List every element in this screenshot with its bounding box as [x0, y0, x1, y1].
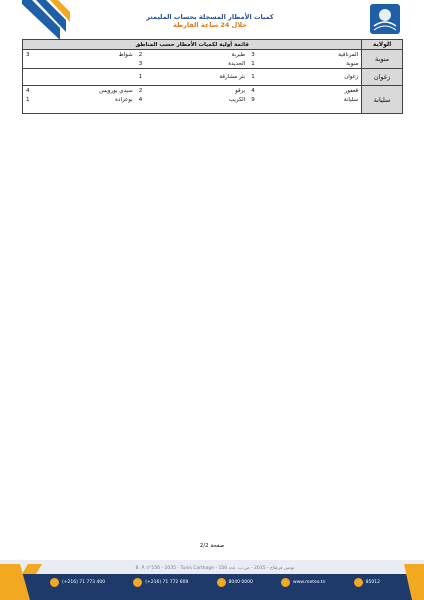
contact-fax — [133, 578, 188, 587]
table-row — [23, 95, 403, 104]
contact-sms — [354, 578, 380, 587]
value-cell: 4 — [248, 86, 296, 96]
zone-cell: الكريب — [228, 96, 246, 103]
governorate-cell: منوبة — [362, 50, 403, 69]
value-cell: 1 — [248, 59, 296, 69]
globe-icon — [281, 578, 290, 587]
table-header-row — [23, 40, 403, 50]
page-number: صفحة 2/2 — [199, 543, 225, 549]
zone-cell: برقو — [183, 86, 248, 96]
zone-cell: سيدي بورويس — [71, 86, 136, 96]
footer-address: B. P. n°156 - 2035 - Tunis Carthage - تونس قرطاج - 2035 - ص.ب. عدد 156 — [135, 566, 295, 571]
zone-cell — [71, 59, 136, 69]
value-cell: 1 — [136, 69, 184, 86]
contact-text: 8040 0000 — [228, 580, 253, 585]
footer-contacts — [50, 578, 380, 587]
header-stripes-decoration — [0, 0, 70, 40]
zone-cell: زغوان — [296, 69, 362, 86]
governorate-cell: زغوان — [362, 69, 403, 86]
title-line-1: كميات الأمطار المسجلة بحساب المليمتر — [146, 13, 274, 21]
zone-cell: شواط — [71, 50, 136, 60]
zone-cell: سليانة — [343, 96, 359, 103]
value-cell: 1 — [248, 69, 296, 86]
zone-cell: المرناقية — [296, 50, 362, 60]
value-cell: 9 — [251, 96, 255, 103]
rainfall-table — [22, 39, 403, 114]
governorate-cell: سليانة — [362, 86, 403, 114]
fax-icon — [133, 578, 142, 587]
value-cell: 3 — [248, 50, 296, 60]
contact-text: 85012 — [365, 580, 380, 585]
contact-hotline — [217, 578, 253, 587]
zone-cell: منوبة — [296, 59, 362, 69]
zone-cell: طبربة — [183, 50, 248, 60]
table-row — [23, 59, 403, 69]
phone-icon — [217, 578, 226, 587]
header-list-title: قائمة أولية لكميات الأمطار حسب المناطق — [23, 40, 362, 50]
contact-text: (+216) 71 772 609 — [145, 580, 189, 585]
table-row — [23, 86, 403, 96]
report-title — [110, 13, 310, 29]
contact-website[interactable] — [281, 578, 325, 587]
zone-cell — [71, 69, 136, 86]
value-cell: 4 — [138, 96, 143, 103]
value-cell: 2 — [136, 50, 184, 60]
title-line-2: خلال 24 ساعة الفارطة — [173, 21, 247, 29]
header-governorate: الولاية — [362, 40, 403, 50]
value-cell — [23, 69, 71, 86]
value-cell: 3 — [23, 50, 71, 60]
contact-text: (+216) 71 773 400 — [62, 580, 106, 585]
contact-text[interactable]: www.meteo.tn — [293, 580, 326, 585]
table-row — [23, 50, 403, 60]
value-cell — [23, 59, 71, 69]
value-cell: 2 — [136, 86, 184, 96]
zone-cell: بئر مشارقة — [183, 69, 248, 86]
table-row-spacer — [23, 104, 403, 114]
value-cell: 3 — [136, 59, 184, 69]
zone-cell: بوعرادة — [115, 96, 133, 103]
institute-logo — [370, 4, 400, 34]
table-row — [23, 69, 403, 86]
value-cell: 1 — [23, 95, 71, 104]
value-cell: 4 — [23, 86, 71, 96]
zone-cell: قعفور — [296, 86, 362, 96]
phone-icon — [50, 578, 59, 587]
sms-icon — [354, 578, 363, 587]
contact-phone — [50, 578, 105, 587]
zone-cell: الجديدة — [183, 59, 248, 69]
